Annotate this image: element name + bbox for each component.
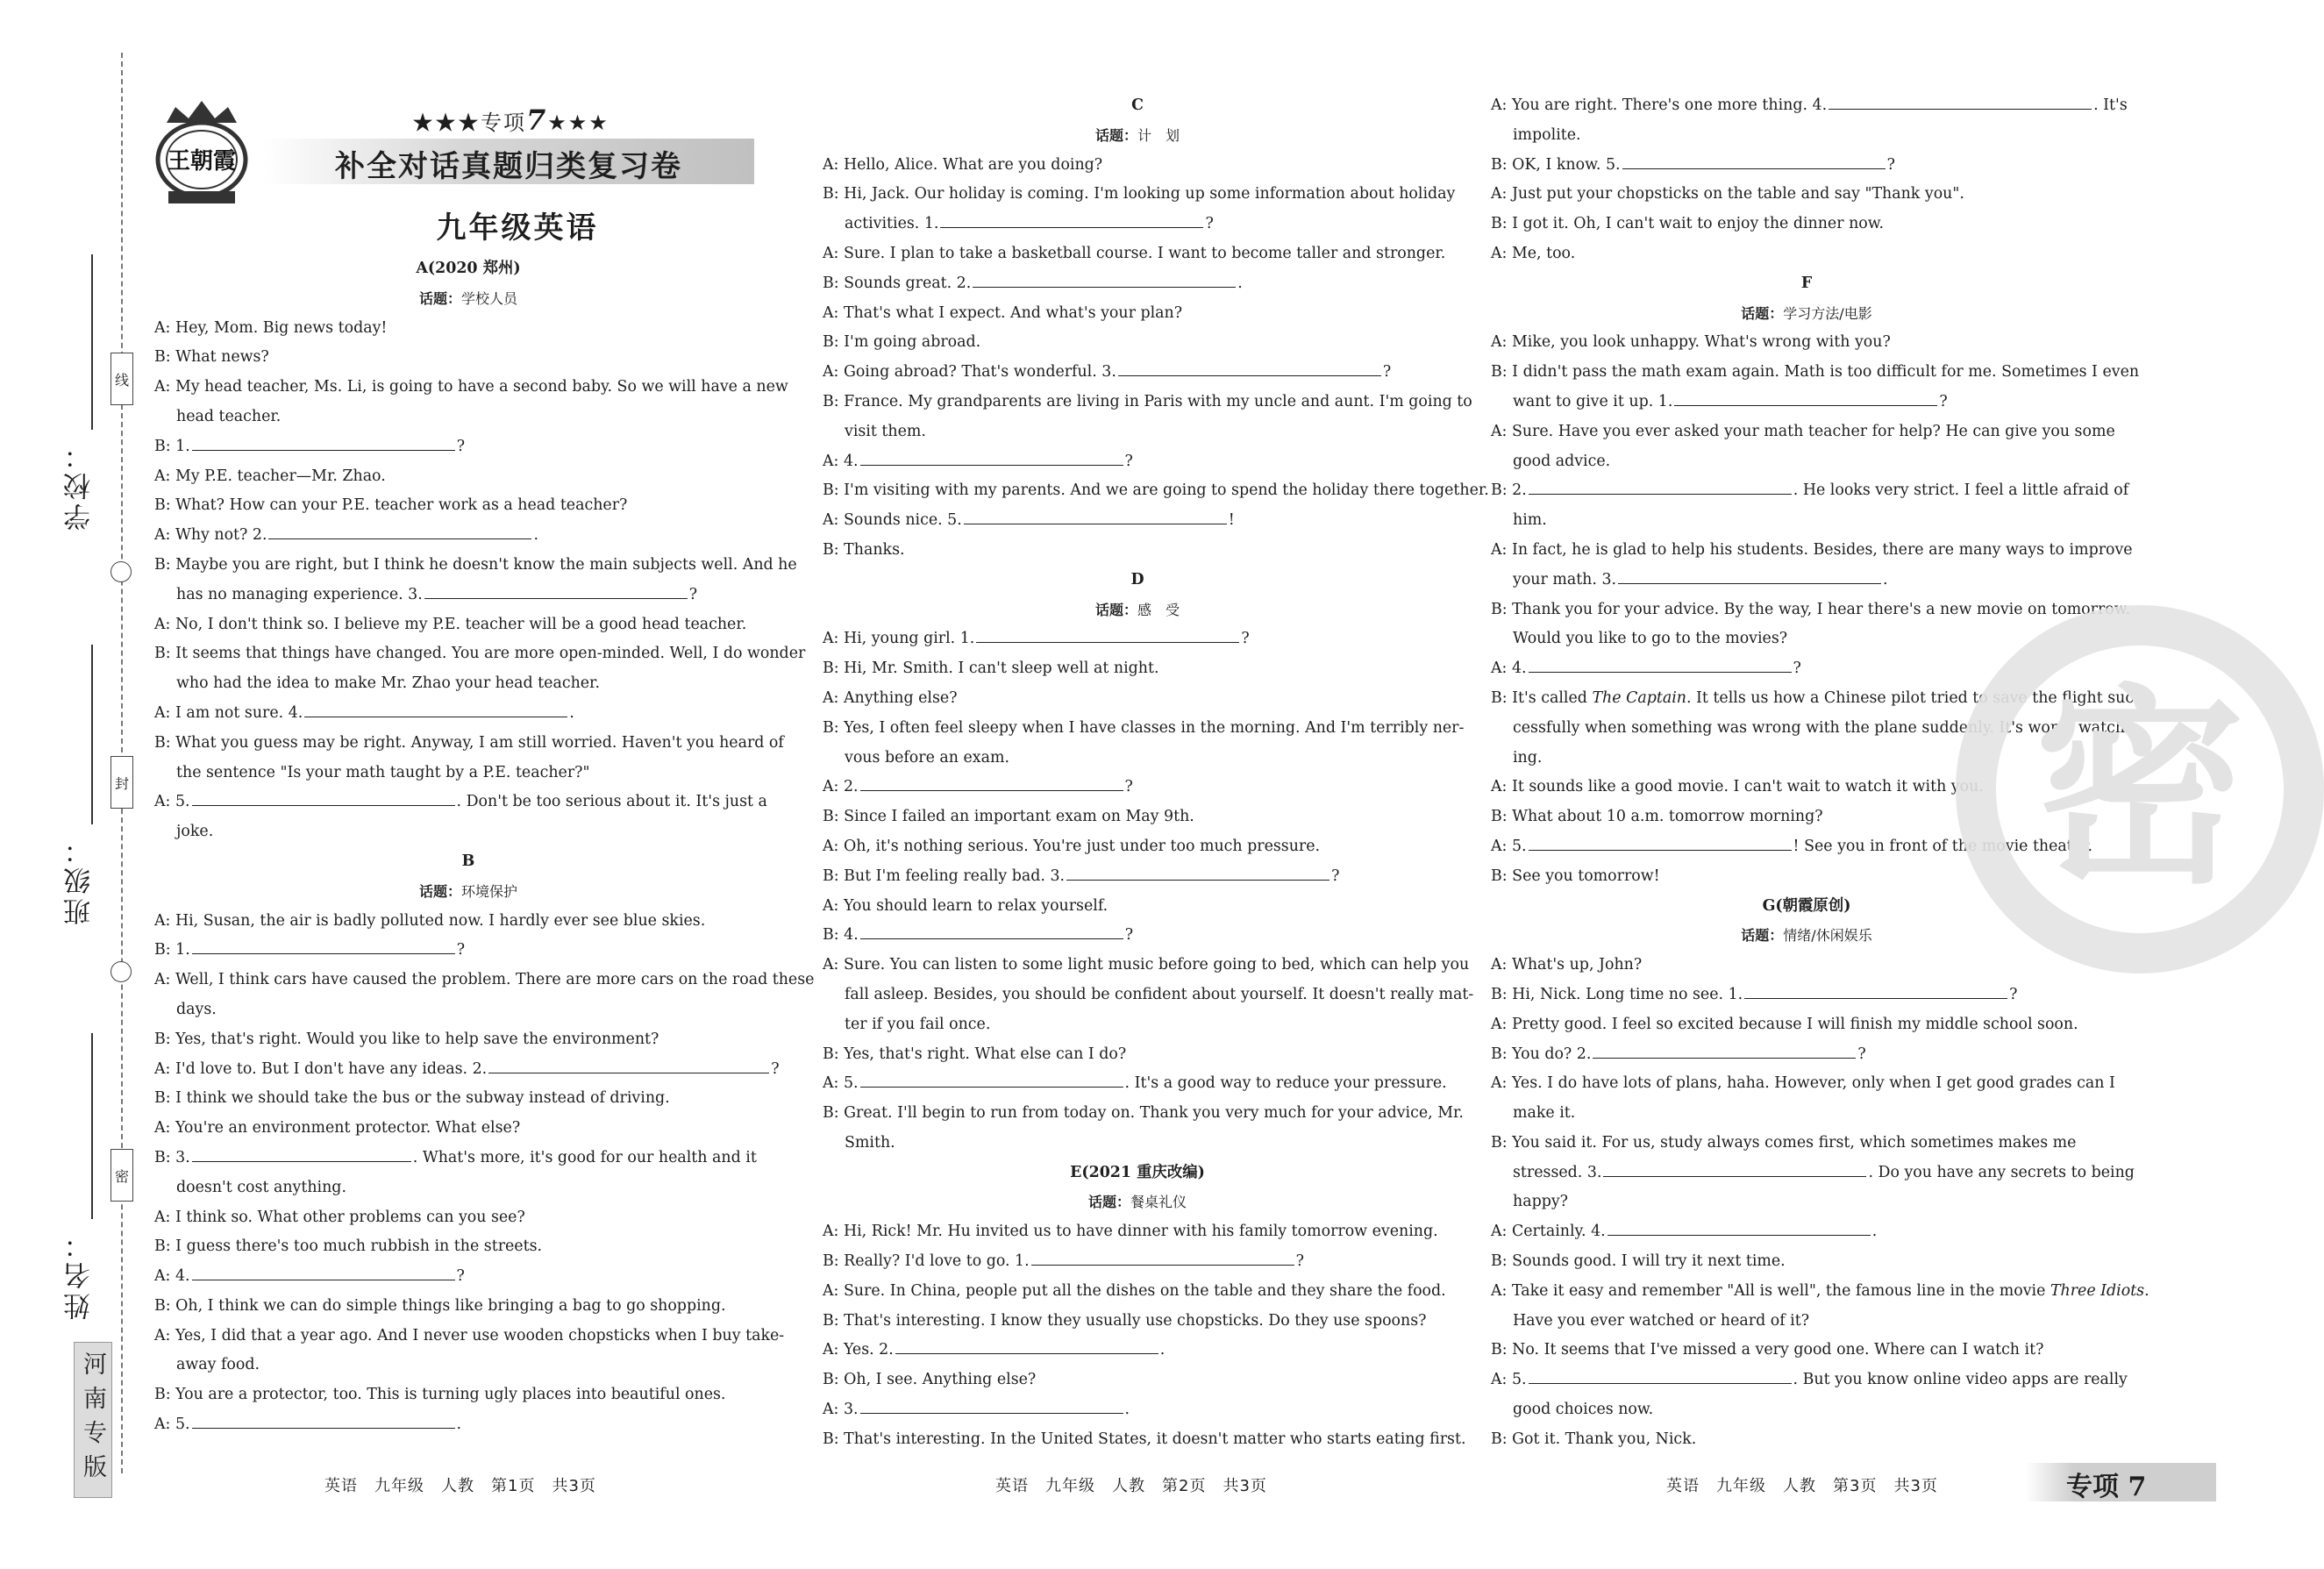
line-prefix: A: You are right. There's one more thing. 4.: [1491, 96, 1828, 114]
dialogue-line: A: Mike, you look unhappy. What's wrong with you?: [1491, 333, 1891, 352]
topic-label: 话题：: [1094, 126, 1137, 144]
column-1: [154, 254, 815, 1440]
line-suffix: .: [569, 703, 574, 722]
line-suffix: ?: [1382, 363, 1392, 382]
line-prefix: stressed. 3.: [1513, 1163, 1602, 1181]
dialogue-line: [1491, 1277, 2149, 1307]
dialogue-line: head teacher.: [176, 407, 282, 425]
dialogue-line: A: Just put your chopsticks on the table and say "Thank you".: [1491, 185, 1964, 203]
topic-label: 话题：: [418, 882, 461, 900]
footer-page-1: 英语 九年级 人教 第1页 共3页: [324, 1477, 596, 1495]
answer-blank[interactable]: [192, 1262, 455, 1280]
line-prefix: A: Certainly. 4.: [1491, 1223, 1606, 1241]
line-prefix: B: 3.: [154, 1148, 190, 1166]
name-line: [91, 1033, 93, 1219]
dialogue-line-with-blank: [154, 788, 782, 817]
line-suffix: . Don't be too serious about it. It's just a: [456, 793, 767, 811]
line-suffix: ?: [1205, 215, 1214, 233]
paper-title: 补全对话真题归类复习卷: [335, 149, 682, 184]
dialogue-line: the sentence "Is your math taught by a P.E. teacher?": [176, 763, 590, 781]
section-heading: D: [1130, 570, 1144, 588]
line-prefix: A: Hi, young girl. 1.: [823, 630, 975, 648]
dialogue-line-with-blank: [823, 1247, 1452, 1277]
dialogue-line: B: Oh, I think we can do simple things like bringing a bag to go shopping.: [154, 1296, 726, 1315]
dialogue-line: Would you like to go to the movies?: [1513, 630, 1788, 648]
line-prefix: B: Hi, Nick. Long time no see. 1.: [1491, 985, 1743, 1003]
dialogue-line: B: What news?: [154, 348, 269, 367]
dialogue-line-with-blank: [154, 432, 782, 462]
dialogue-line: A: My head teacher, Ms. Li, is going to have a second baby. So we will have a new: [154, 378, 788, 396]
answer-blank[interactable]: [860, 773, 1123, 791]
dialogue-line: A: What's up, John?: [1491, 956, 1643, 974]
dialogue-line: who had the idea to make Mr. Zhao your head teacher.: [176, 674, 600, 693]
binding-hole-2: [110, 961, 132, 982]
line-suffix: .: [1237, 274, 1243, 292]
line-prefix: B: You do? 2.: [1491, 1045, 1592, 1063]
dialogue-line: A: Hey, Mom. Big news today!: [154, 318, 388, 337]
school-line: [91, 254, 93, 430]
class-line: [91, 645, 93, 824]
dialogue-line: B: That's interesting. I know they usually use chopsticks. Do they use spoons?: [823, 1311, 1427, 1330]
answer-blank[interactable]: [895, 1336, 1158, 1354]
topic-text: 情绪/休闲娱乐: [1783, 927, 1872, 945]
section-heading: A(2020 郑州): [416, 260, 521, 277]
dialogue-line-with-blank: [154, 1055, 782, 1085]
dialogue-line: A: You should learn to relax yourself.: [823, 896, 1109, 915]
dialogue-line-with-blank: [823, 773, 1452, 802]
dialogue-line: good choices now.: [1513, 1401, 1654, 1419]
dialogue-line: B: Maybe you are right, but I think he doesn't know the main subjects well. And he: [154, 555, 797, 574]
answer-blank[interactable]: [304, 699, 567, 717]
dialogue-line: B: You are a protector, too. This is turning ugly places into beautiful ones.: [154, 1386, 726, 1404]
dialogue-line: B: Yes, that's right. Would you like to help save the environment?: [154, 1030, 659, 1048]
dialogue-line-with-blank: [823, 862, 1452, 892]
cut-mark-1: 线: [110, 353, 133, 405]
dialogue-line-with-blank: [154, 1144, 782, 1173]
dialogue-line-with-blank: [823, 921, 1452, 951]
answer-blank[interactable]: [1593, 1040, 1856, 1059]
answer-blank[interactable]: [1529, 832, 1792, 851]
line-prefix: A: 5.: [823, 1074, 859, 1093]
topic-text: 餐桌礼仪: [1130, 1194, 1187, 1211]
dialogue-line-with-blank: [1491, 91, 2128, 121]
topic-text: 计 划: [1137, 126, 1180, 144]
dialogue-line: A: Sure. You can listen to some light music before going to bed, which can help you: [823, 956, 1470, 974]
line-prefix: A: 4.: [823, 452, 859, 470]
line-suffix: ?: [2009, 985, 2018, 1003]
line-suffix: . It tells us how a Chinese pilot tried to save the flight suc-: [1686, 688, 2139, 707]
line-suffix: .: [1159, 1341, 1166, 1359]
answer-blank[interactable]: [424, 581, 688, 599]
answer-blank[interactable]: [1066, 862, 1330, 881]
dialogue-line: good advice.: [1513, 452, 1611, 470]
dialogue-line: visit them.: [845, 422, 926, 440]
topic-text: 感 受: [1137, 601, 1180, 618]
dialogue-line: B: Thank you for your advice. By the way, I hear there's a new movie on tomorrow.: [1491, 600, 2131, 618]
answer-blank[interactable]: [268, 521, 531, 539]
answer-blank[interactable]: [973, 269, 1236, 288]
series-tag-number: 7: [526, 103, 548, 137]
answer-blank[interactable]: [1618, 566, 1881, 584]
answer-blank[interactable]: [1674, 388, 1937, 406]
line-suffix: ?: [1124, 778, 1133, 796]
dialogue-line: A: Sure. Have you ever asked your math teacher for help? He can give you some: [1491, 422, 2115, 440]
dialogue-line: B: Hi, Mr. Smith. I can't sleep well at night.: [823, 660, 1159, 678]
edition-badge: 河南专版: [74, 1342, 112, 1498]
line-suffix: ?: [1793, 660, 1801, 678]
binding-hole-1: [110, 561, 132, 582]
dialogue-line: joke.: [176, 823, 214, 841]
dialogue-line: B: That's interesting. In the United States, it doesn't matter who starts eating first.: [823, 1430, 1466, 1448]
dialogue-line: B: Since I failed an important exam on May 9th.: [823, 808, 1194, 826]
dialogue-line: A: My P.E. teacher—Mr. Zhao.: [154, 467, 386, 485]
dialogue-line-with-blank: [823, 210, 1452, 239]
answer-blank[interactable]: [860, 447, 1123, 466]
dialogue-line: impolite.: [1513, 125, 1581, 144]
line-suffix: ?: [771, 1059, 780, 1078]
topic-line: [154, 284, 782, 314]
line-suffix: . But you know online video apps are really: [1793, 1371, 2128, 1389]
answer-blank[interactable]: [1829, 91, 2092, 110]
dialogue-line-with-blank: [154, 521, 782, 551]
dialogue-line: B: See you tomorrow!: [1491, 867, 1660, 885]
line-prefix: your math. 3.: [1513, 570, 1617, 588]
cut-mark-2: 封: [110, 756, 133, 809]
dialogue-line-with-blank: [154, 1410, 782, 1440]
answer-blank[interactable]: [976, 624, 1239, 643]
section-heading: F: [1800, 274, 1813, 292]
answer-blank[interactable]: [192, 936, 455, 954]
dialogue-line-with-blank: [154, 936, 782, 966]
line-suffix: ?: [1241, 630, 1250, 648]
line-prefix: A: Sounds nice. 5.: [823, 511, 962, 530]
answer-blank[interactable]: [192, 432, 455, 451]
line-suffix: . It's a good way to reduce your pressure.: [1124, 1074, 1447, 1093]
topic-label: 话题：: [1741, 304, 1784, 322]
dialogue-line: fall asleep. Besides, you should be confident about yourself. It doesn't really mat-: [845, 985, 1474, 1003]
line-suffix: ! See you in front of the movie theater.: [1793, 837, 2093, 855]
line-prefix: A: 5.: [1491, 837, 1527, 855]
dialogue-line: B: Yes, I often feel sleepy when I have classes in the morning. And I'm terribly ner-: [823, 718, 1465, 737]
answer-blank[interactable]: [1529, 654, 1792, 673]
line-prefix: A: Yes. 2.: [823, 1341, 894, 1359]
dialogue-line: B: I didn't pass the math exam again. Math is too difficult for me. Sometimes I even: [1491, 363, 2140, 382]
dialogue-line: ing.: [1513, 748, 1543, 767]
series-tag: [412, 103, 610, 137]
topic-line: [823, 1187, 1452, 1217]
movie-title: Three Idiots: [2050, 1281, 2145, 1300]
answer-blank[interactable]: [1744, 981, 2007, 999]
footer-page-2: 英语 九年级 人教 第2页 共3页: [995, 1477, 1267, 1495]
dialogue-line: B: It seems that things have changed. You are more open-minded. Well, I do wonder: [154, 645, 806, 663]
dialogue-line: B: Oh, I see. Anything else?: [823, 1371, 1037, 1389]
school-field[interactable]: [56, 439, 102, 531]
line-prefix: B: OK, I know. 5.: [1491, 155, 1621, 174]
watermark-char: 密: [2035, 667, 2246, 912]
line-prefix: A: 5.: [154, 1416, 190, 1434]
line-suffix: .: [1124, 1401, 1130, 1419]
dialogue-line-with-blank: [1491, 476, 2129, 506]
dialogue-line-with-blank: [823, 269, 1452, 299]
dialogue-line: B: I'm visiting with my parents. And we are going to spend the holiday there together.: [823, 481, 1489, 500]
dialogue-line: Smith.: [845, 1133, 895, 1152]
dialogue-line-with-blank: [823, 1069, 1452, 1099]
dialogue-line: A: That's what I expect. And what's your plan?: [823, 303, 1183, 322]
line-suffix: ?: [1331, 867, 1340, 885]
topic-label: 话题：: [1741, 927, 1784, 945]
section-heading: G(朝霞原创): [1762, 896, 1851, 915]
dialogue-line-with-blank: [823, 1395, 1452, 1425]
answer-blank[interactable]: [192, 1144, 411, 1162]
dialogue-line: vous before an exam.: [845, 748, 1009, 767]
line-suffix: .: [456, 1416, 462, 1434]
topic-label: 话题：: [1094, 601, 1137, 618]
answer-blank[interactable]: [1529, 1366, 1792, 1384]
section-heading: E(2021 重庆改编): [1070, 1163, 1205, 1181]
answer-blank[interactable]: [488, 1055, 769, 1073]
answer-blank[interactable]: [940, 210, 1203, 228]
line-prefix: A: 2.: [823, 778, 859, 796]
corner-tag-text: 专项 7: [2066, 1472, 2147, 1502]
line-suffix: .: [1883, 570, 1888, 588]
line-prefix: B: 1.: [154, 941, 190, 959]
dialogue-line-with-blank: [1491, 981, 2122, 1010]
line-suffix: . He looks very strict. I feel a little afraid of: [1793, 481, 2129, 500]
dialogue-line: A: Yes. I do have lots of plans, haha. However, only when I get good grades can I: [1491, 1074, 2115, 1093]
dialogue-line: A: Hi, Susan, the air is badly polluted now. I hardly ever see blue skies.: [154, 911, 706, 930]
line-prefix: activities. 1.: [845, 215, 939, 233]
dialogue-line-with-blank: [1491, 566, 2122, 596]
dialogue-line-with-blank: [1491, 1040, 2122, 1070]
dialogue-line-with-blank: [154, 581, 782, 610]
dialogue-line-with-blank: [823, 358, 1452, 388]
line-prefix: A: Why not? 2.: [154, 526, 267, 545]
dialogue-line: days.: [176, 1000, 217, 1018]
line-prefix: has no managing experience. 3.: [176, 585, 423, 603]
dialogue-line: A: I think so. What other problems can you see?: [154, 1208, 525, 1226]
dialogue-line-with-blank: [1491, 1366, 2128, 1395]
answer-blank[interactable]: [1608, 1217, 1871, 1236]
line-suffix: ?: [1857, 1045, 1866, 1063]
line-prefix: A: I am not sure. 4.: [154, 703, 303, 722]
line-suffix: ?: [1124, 926, 1134, 945]
line-suffix: ?: [1939, 392, 1948, 410]
dialogue-line-with-blank: [823, 447, 1452, 477]
dialogue-line-with-blank: [154, 1262, 782, 1292]
dialogue-line: doesn't cost anything.: [176, 1178, 346, 1196]
line-prefix: B: Sounds great. 2.: [823, 274, 972, 292]
dialogue-line: make it.: [1513, 1104, 1576, 1123]
dialogue-line: cessfully when something was wrong with the plane suddenly. It's worth watch-: [1513, 718, 2130, 737]
school-label: 学校：: [63, 439, 96, 531]
dialogue-line: A: Me, too.: [1491, 244, 1576, 262]
dialogue-line-with-blank: [1491, 388, 2122, 417]
line-prefix: B: 2.: [1491, 481, 1527, 500]
line-suffix: ?: [1295, 1252, 1304, 1271]
line-suffix: ?: [1124, 452, 1133, 470]
line-suffix: ?: [688, 585, 698, 603]
dialogue-line: B: I think we should take the bus or the subway instead of driving.: [154, 1089, 670, 1108]
dialogue-line: away food.: [176, 1356, 260, 1374]
answer-blank[interactable]: [860, 1069, 1123, 1088]
dialogue-line: A: Anything else?: [823, 688, 958, 707]
line-prefix: A: I'd love to. But I don't have any ideas. 2.: [154, 1059, 488, 1078]
dialogue-line: B: I got it. Oh, I can't wait to enjoy the dinner now.: [1491, 215, 1885, 233]
dialogue-line: B: You said it. For us, study always comes first, which sometimes makes me: [1491, 1133, 2077, 1152]
dialogue-line: B: Hi, Jack. Our holiday is coming. I'm looking up some information about holiday: [823, 185, 1456, 203]
line-prefix: A: Take it easy and remember "All is well", the famous line in the movie: [1491, 1281, 2050, 1300]
line-suffix: .: [533, 526, 539, 545]
dialogue-line: B: No. It seems that I've missed a very good one. Where can I watch it?: [1491, 1341, 2044, 1359]
line-suffix: . Do you have any secrets to being: [1868, 1163, 2135, 1181]
line-prefix: want to give it up. 1.: [1513, 392, 1673, 410]
line-prefix: A: 5.: [154, 793, 190, 811]
dialogue-line: happy?: [1513, 1193, 1568, 1211]
answer-blank[interactable]: [860, 1395, 1123, 1414]
dialogue-line: B: France. My grandparents are living in Paris with my uncle and aunt. I'm going to: [823, 392, 1472, 410]
dialogue-line: A: No, I don't think so. I believe my P.E. teacher will be a good head teacher.: [154, 615, 747, 633]
line-suffix: . What's more, it's good for our health and it: [412, 1148, 757, 1166]
dialogue-line-with-blank: [154, 699, 782, 729]
topic-line: [1491, 299, 2122, 329]
dialogue-line: A: Hi, Rick! Mr. Hu invited us to have dinner with his family tomorrow evening.: [823, 1223, 1438, 1241]
dialogue-line: A: Sure. In China, people put all the dishes on the table and they share the food.: [823, 1281, 1446, 1300]
dialogue-line: A: Pretty good. I feel so excited because I will finish my middle school soon.: [1491, 1015, 2078, 1033]
line-suffix: . It's: [2093, 96, 2128, 114]
dialogue-line: A: Oh, it's nothing serious. You're just under too much pressure.: [823, 837, 1321, 855]
dialogue-line: A: Yes, I did that a year ago. And I never use wooden chopsticks when I buy take-: [154, 1326, 785, 1344]
dialogue-line: B: Got it. Thank you, Nick.: [1491, 1430, 1697, 1448]
dialogue-line-with-blank: [1491, 151, 2122, 181]
dialogue-line: Have you ever watched or heard of it?: [1513, 1311, 1810, 1330]
line-suffix: ?: [456, 941, 466, 959]
dialogue-line: A: It sounds like a good movie. I can't wait to watch it with you.: [1491, 778, 1984, 796]
answer-blank[interactable]: [1622, 151, 1886, 169]
section-heading: C: [1131, 96, 1144, 114]
corner-tag: [2026, 1463, 2216, 1501]
line-prefix: A: 3.: [823, 1401, 859, 1419]
class-field[interactable]: [56, 833, 102, 925]
topic-label: 话题：: [1087, 1194, 1130, 1211]
line-prefix: B: Really? I'd love to go. 1.: [823, 1252, 1030, 1271]
series-tag-prefix: ★★★专项: [412, 111, 526, 135]
line-prefix: A: Going abroad? That's wonderful. 3.: [823, 363, 1116, 382]
dialogue-line-with-blank: [823, 1336, 1452, 1366]
section-heading: B: [461, 852, 475, 870]
answer-blank[interactable]: [192, 1410, 455, 1429]
dialogue-line-with-blank: [1491, 1217, 2122, 1247]
dialogue-line: A: You're an environment protector. What else?: [154, 1119, 521, 1138]
line-suffix: ?: [456, 437, 466, 455]
dialogue-line-with-blank: [1491, 1159, 2135, 1188]
dialogue-line: B: I guess there's too much rubbish in the streets.: [154, 1237, 543, 1256]
logo-text: 王朝霞: [167, 148, 237, 175]
dialogue-line: B: Thanks.: [823, 540, 905, 559]
topic-line: [154, 877, 782, 907]
answer-blank[interactable]: [1529, 476, 1792, 495]
line-prefix: B: 4.: [823, 926, 859, 945]
topic-text: 学习方法/电影: [1783, 304, 1872, 322]
dialogue-line: him.: [1513, 511, 1547, 530]
class-label: 班级：: [63, 833, 96, 925]
line-suffix: !: [1228, 511, 1235, 530]
answer-blank[interactable]: [964, 506, 1227, 524]
dialogue-line: A: In fact, he is glad to help his students. Besides, there are many ways to improve: [1491, 540, 2133, 559]
dialogue-line: A: Hello, Alice. What are you doing?: [823, 155, 1103, 174]
answer-blank[interactable]: [1603, 1159, 1866, 1177]
movie-title: The Captain: [1592, 688, 1686, 707]
line-prefix: A: 4.: [1491, 660, 1527, 678]
dialogue-line: B: Great. I'll begin to run from today on. Thank you very much for your advice, Mr.: [823, 1104, 1464, 1123]
name-label: 姓名：: [63, 1228, 96, 1320]
topic-text: 学校人员: [461, 289, 518, 307]
cut-mark-3: 密: [110, 1149, 133, 1202]
topic-line: [823, 121, 1452, 151]
line-prefix: A: 4.: [154, 1267, 190, 1286]
line-prefix: B: It's called: [1491, 688, 1593, 707]
dialogue-line: B: What you guess may be right. Anyway, I am still worried. Haven't you heard of: [154, 733, 784, 752]
topic-line: [823, 596, 1452, 625]
topic-label: 话题：: [418, 289, 461, 307]
dialogue-line: B: What? How can your P.E. teacher work as a head teacher?: [154, 496, 628, 515]
paper-grade: 九年级英语: [436, 210, 599, 246]
footer-page-3: 英语 九年级 人教 第3页 共3页: [1666, 1477, 1938, 1495]
line-suffix: ?: [456, 1267, 465, 1286]
dialogue-line: B: Sounds good. I will try it next time.: [1491, 1252, 1786, 1271]
publisher-logo: [149, 96, 254, 210]
dialogue-line: B: I'm going abroad.: [823, 333, 981, 352]
binding-margin: [0, 0, 132, 1569]
answer-blank[interactable]: [860, 921, 1123, 939]
series-tag-suffix: ★★★: [547, 111, 610, 135]
dialogue-line-with-blank: [823, 624, 1452, 654]
column-2: [823, 91, 1489, 1455]
line-prefix: A: 5.: [1491, 1371, 1527, 1389]
dialogue-line: A: Well, I think cars have caused the problem. There are more cars on the road these: [154, 971, 815, 989]
dialogue-line: ter if you fail once.: [845, 1015, 991, 1033]
line-prefix: B: 1.: [154, 437, 190, 455]
line-suffix: ?: [1886, 155, 1895, 174]
answer-blank[interactable]: [1031, 1247, 1294, 1266]
line-prefix: B: But I'm feeling really bad. 3.: [823, 867, 1066, 885]
answer-blank[interactable]: [192, 788, 455, 806]
dialogue-line-with-blank: [823, 506, 1452, 536]
dialogue-line: A: Sure. I plan to take a basketball course. I want to become taller and stronger.: [823, 244, 1446, 262]
line-suffix: .: [1871, 1223, 1878, 1241]
answer-blank[interactable]: [1118, 358, 1381, 376]
line-suffix: .: [2144, 1281, 2149, 1300]
name-field[interactable]: [56, 1228, 102, 1320]
topic-text: 环境保护: [461, 882, 518, 900]
dialogue-line: B: What about 10 a.m. tomorrow morning?: [1491, 808, 1823, 826]
dialogue-line: B: Yes, that's right. What else can I do?: [823, 1045, 1127, 1063]
